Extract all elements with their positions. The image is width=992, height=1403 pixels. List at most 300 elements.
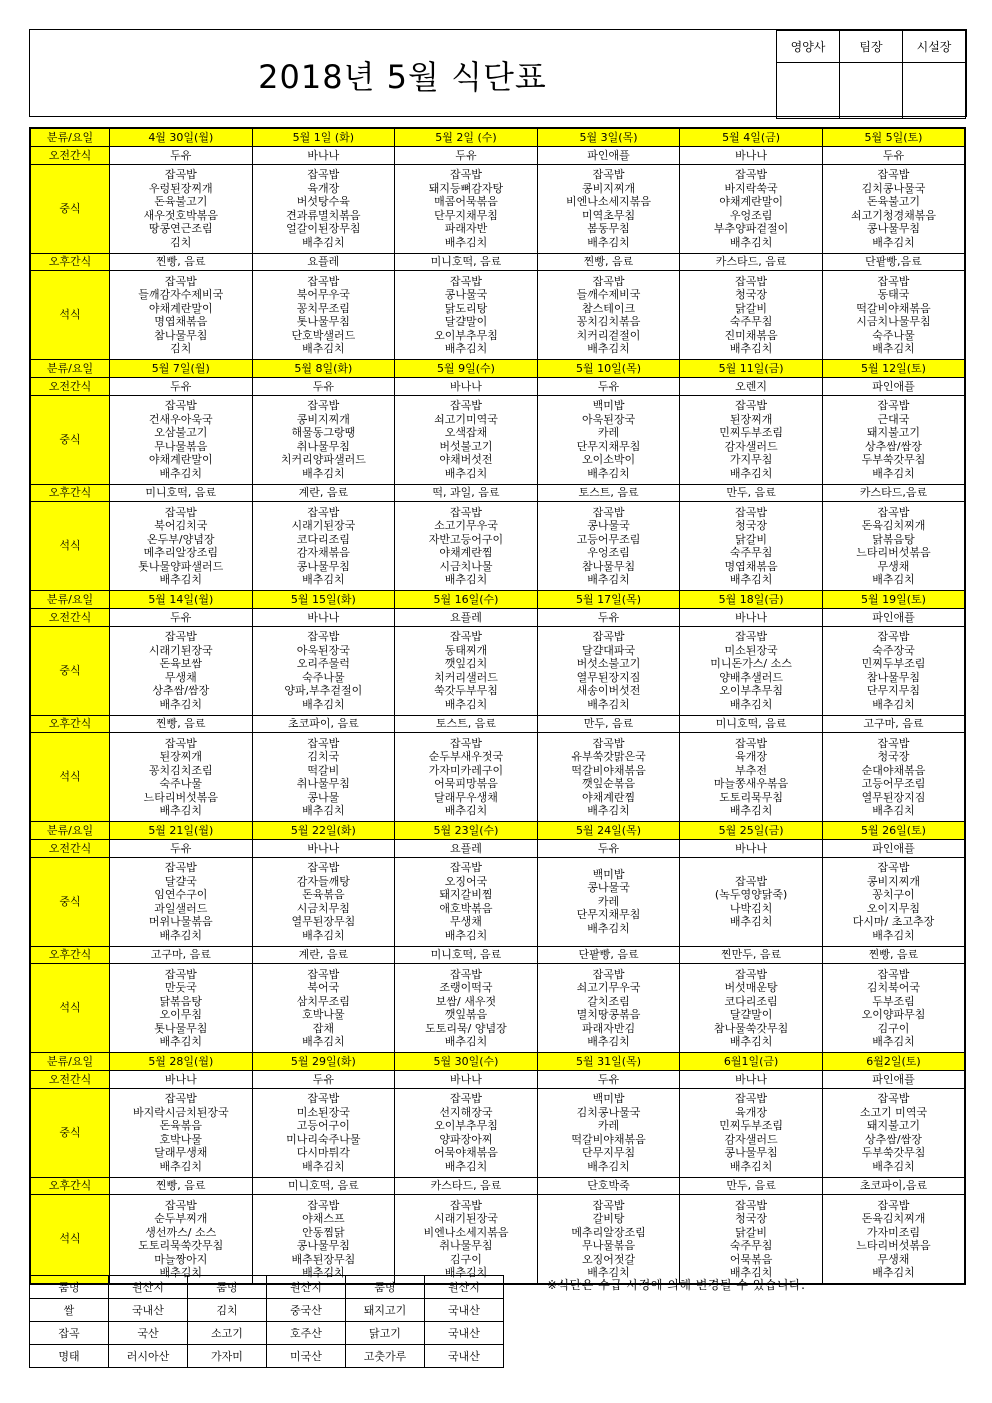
- menu-item: 시금치무침: [296, 901, 350, 915]
- menu-item: 오징어국: [444, 874, 488, 888]
- menu-item: 잡곡밥: [450, 399, 482, 412]
- pm-snack-cell: 찐빵, 음료: [110, 253, 253, 271]
- day-header: 5월 2일 (수): [395, 128, 538, 147]
- lunch-cell: [395, 626, 538, 715]
- menu-item: 숙주나물: [159, 777, 203, 790]
- menu-item: 잡곡밥: [164, 1198, 197, 1212]
- menu-item: 치커리양파샐러드: [280, 453, 366, 466]
- dinner-cell: [395, 733, 538, 822]
- menu-item: 잡곡밥: [735, 505, 768, 519]
- dinner-cell: [252, 502, 395, 591]
- menu-item: 동태국: [877, 288, 910, 301]
- menu-item: 배추김치: [302, 928, 345, 942]
- menu-item: 톳나물무침: [296, 315, 350, 328]
- menu-item: 배추김치: [587, 235, 630, 249]
- pm-snack-label: 오후간식: [30, 1177, 110, 1195]
- menu-item: 닭갈비: [735, 301, 768, 315]
- am-snack-label: 오전간식: [30, 378, 110, 396]
- dinner-row: [30, 271, 965, 360]
- menu-item: 청국장: [735, 519, 768, 532]
- menu-item: 떡갈비야채볶음: [571, 763, 646, 777]
- origin-item: 쌀: [30, 1299, 109, 1322]
- menu-item: 배추김치: [872, 342, 915, 355]
- menu-item: 애호박볶음: [439, 901, 493, 915]
- menu-item: 잡곡밥: [877, 399, 910, 412]
- day-header: 6월2일(토): [822, 1053, 965, 1071]
- pm-snack-cell: 카스타드, 음료: [680, 253, 823, 271]
- am-snack-cell: 두유: [822, 147, 965, 165]
- lunch-row: [30, 164, 965, 253]
- day-header: 5월 8일(화): [252, 360, 395, 378]
- day-header: 5월 5일(토): [822, 128, 965, 147]
- day-header: 5월 26일(토): [822, 822, 965, 840]
- menu-item: 배추김치: [729, 915, 773, 928]
- menu-item: 김치: [170, 342, 192, 355]
- menu-item: 돼지불고기: [866, 1119, 921, 1132]
- lunch-cell: [822, 395, 965, 484]
- menu-item: 잡곡밥: [450, 274, 482, 288]
- menu-item: 닭볶음탕: [159, 994, 203, 1008]
- menu-item: 마늘쫑새우볶음: [713, 777, 789, 790]
- menu-item: 선지해장국: [439, 1105, 493, 1119]
- dinner-cell: [680, 1195, 823, 1285]
- menu-item: 배추김치: [302, 342, 345, 355]
- menu-item: 오징어젓갈: [581, 1252, 636, 1266]
- menu-item: 치커리샐러드: [434, 670, 498, 684]
- menu-item: 김구이: [450, 1252, 482, 1266]
- menu-item: 배추김치: [159, 1159, 203, 1173]
- pm-snack-cell: 고구마, 음료: [822, 715, 965, 733]
- dinner-cell: [680, 964, 823, 1053]
- menu-item: 돈육김치찌개: [861, 519, 926, 532]
- menu-item: 잡곡밥: [877, 967, 910, 981]
- menu-item: 잡곡밥: [735, 1092, 768, 1105]
- menu-item: 배추김치: [587, 921, 630, 935]
- origin-country: 원산지: [109, 1276, 188, 1299]
- pm-snack-cell: 찐빵, 음료: [537, 253, 680, 271]
- am-snack-label: 오전간식: [30, 147, 110, 165]
- menu-item: 잡곡밥: [735, 736, 768, 750]
- am-snack-cell: 요플레: [395, 609, 538, 627]
- menu-item: 배추김치: [729, 1035, 773, 1048]
- menu-item: 배추김치: [587, 342, 630, 355]
- lunch-label: 중식: [30, 857, 110, 946]
- menu-item: 매콤어묵볶음: [434, 195, 498, 208]
- day-header: 5월 12일(토): [822, 360, 965, 378]
- origin-item: 소고기: [188, 1322, 267, 1345]
- dinner-cell: [252, 271, 395, 360]
- pm-snack-cell: 떡, 과일, 음료: [395, 484, 538, 502]
- day-header: 5월 24일(목): [537, 822, 680, 840]
- menu-item: 가자미조림: [866, 1225, 921, 1239]
- menu-item: 단무지무침: [581, 1146, 636, 1159]
- dinner-cell: [537, 964, 680, 1053]
- dinner-label: 석식: [30, 964, 110, 1053]
- origin-country: 국내산: [425, 1299, 504, 1322]
- day-header: 5월 28일(월): [110, 1053, 253, 1071]
- menu-item: 숙주무침: [729, 315, 773, 328]
- menu-item: 떡갈비야채볶음: [571, 1132, 646, 1146]
- approval-label-team-leader: 팀장: [840, 31, 903, 63]
- menu-item: 열무된장무침: [291, 915, 356, 928]
- menu-item: 육개장: [735, 1105, 768, 1119]
- menu-item: 해물동그랑땡: [291, 426, 356, 439]
- menu-item: 고등어구이: [296, 1119, 350, 1132]
- menu-item: 잡곡밥: [164, 861, 197, 874]
- approval-box: [776, 30, 966, 119]
- menu-item: 잡곡밥: [164, 505, 197, 519]
- category-day-label: 분류/요일: [30, 360, 110, 378]
- menu-item: 콩나물무침: [866, 222, 921, 235]
- menu-item: 잡곡밥: [592, 1198, 625, 1212]
- pm-snack-cell: 미니호떡, 음료: [395, 253, 538, 271]
- signature-slot-team-leader[interactable]: [840, 63, 903, 119]
- menu-item: 잡곡밥: [450, 1092, 482, 1105]
- menu-item: 오삼불고기: [154, 426, 208, 439]
- pm-snack-cell: 미니호떡, 음료: [252, 1177, 395, 1195]
- menu-item: 배추김치: [587, 1035, 630, 1048]
- menu-item: 자반고등어구이: [428, 532, 504, 546]
- am-snack-cell: 두유: [110, 378, 253, 396]
- dinner-cell: [680, 271, 823, 360]
- am-snack-row: [30, 1071, 965, 1089]
- menu-item: 다시마/ 초고추장: [852, 915, 935, 928]
- menu-item: 백미밥: [592, 399, 625, 412]
- pm-snack-cell: 초코파이, 음료: [252, 715, 395, 733]
- menu-item: 우엉조림: [729, 208, 773, 222]
- menu-item: 미나리숙주나물: [286, 1132, 361, 1146]
- dinner-cell: [537, 271, 680, 360]
- menu-item: 민찌두부조림: [719, 426, 783, 439]
- menu-item: 잡곡밥: [450, 736, 482, 750]
- pm-snack-cell: 찐빵, 음료: [110, 715, 253, 733]
- menu-item: 바지락쑥국: [724, 181, 778, 195]
- menu-item: 도토리묵/ 양념장: [425, 1021, 507, 1035]
- menu-item: 열무된장지짐: [576, 670, 641, 684]
- menu-item: 버섯탕수육: [296, 195, 350, 208]
- origin-item: 명태: [30, 1345, 109, 1368]
- menu-item: 만둣국: [164, 981, 197, 994]
- pm-snack-label: 오후간식: [30, 484, 110, 502]
- menu-item: 무나물볶음: [581, 1239, 636, 1252]
- am-snack-cell: 오렌지: [680, 378, 823, 396]
- origin-row: [30, 1322, 504, 1345]
- signature-slot-director[interactable]: [903, 63, 966, 119]
- menu-item: 오색잡채: [444, 426, 488, 439]
- menu-item: 머위나물볶음: [148, 915, 213, 928]
- lunch-cell: [537, 395, 680, 484]
- pm-snack-cell: 단팥빵, 음료: [537, 946, 680, 964]
- lunch-cell: [680, 1088, 823, 1177]
- menu-item: 잡곡밥: [877, 630, 910, 643]
- menu-item: 쑥갓두부무침: [434, 684, 498, 697]
- menu-item: 과일샐러드: [154, 901, 208, 915]
- menu-item: 바지락시금치된장국: [132, 1105, 229, 1119]
- dinner-cell: [110, 271, 253, 360]
- am-snack-label: 오전간식: [30, 609, 110, 627]
- menu-item: 배추김치: [872, 1159, 915, 1173]
- menu-item: 배추김치: [444, 697, 488, 711]
- menu-item: 카레: [597, 894, 620, 908]
- day-header: 5월 22일(화): [252, 822, 395, 840]
- menu-item: 육개장: [735, 750, 768, 763]
- menu-item: 새송이버섯전: [576, 684, 641, 697]
- am-snack-row: [30, 147, 965, 165]
- menu-item: 갈비탕: [592, 1212, 625, 1225]
- lunch-cell: [537, 626, 680, 715]
- category-day-label: 분류/요일: [30, 128, 110, 147]
- origin-header-row: [30, 1276, 504, 1299]
- origin-item: 품명: [188, 1276, 267, 1299]
- dinner-label: 석식: [30, 502, 110, 591]
- menu-item: 야채계란말이: [719, 195, 783, 208]
- category-day-label: 분류/요일: [30, 822, 110, 840]
- menu-item: 얼갈이된장무침: [286, 222, 361, 235]
- signature-slot-nutritionist[interactable]: [777, 63, 840, 119]
- menu-item: 쇠고기미역국: [434, 412, 498, 426]
- menu-item: 땅콩연근조림: [148, 222, 213, 235]
- day-header: 5월 21일(월): [110, 822, 253, 840]
- menu-item: 숙주무침: [729, 546, 773, 559]
- menu-item: 어묵야채볶음: [434, 1146, 498, 1159]
- menu-item: 소고기 미역국: [859, 1105, 928, 1119]
- pm-snack-cell: 단호박죽: [537, 1177, 680, 1195]
- menu-item: 미소된장국: [296, 1105, 350, 1119]
- dinner-row: [30, 502, 965, 591]
- am-snack-cell: 바나나: [110, 1071, 253, 1089]
- am-snack-cell: 바나나: [395, 378, 538, 396]
- am-snack-cell: 파인애플: [822, 609, 965, 627]
- day-header: 5월 7일(월): [110, 360, 253, 378]
- lunch-cell: [822, 164, 965, 253]
- menu-item: 들깨감자수제비국: [138, 288, 224, 301]
- menu-item: 배추된장무침: [291, 1252, 356, 1266]
- pm-snack-cell: 요플레: [252, 253, 395, 271]
- am-snack-cell: 두유: [537, 1071, 680, 1089]
- menu-item: 배추김치: [302, 466, 345, 480]
- menu-item: 취나물무침: [439, 1239, 493, 1252]
- menu-item: 떡갈비: [307, 763, 340, 777]
- dinner-cell: [822, 271, 965, 360]
- pm-snack-cell: 만두, 음료: [537, 715, 680, 733]
- menu-item: 배추김치: [159, 573, 203, 586]
- menu-item: 청국장: [735, 1212, 768, 1225]
- menu-item: 오리주물럭: [296, 657, 350, 670]
- category-day-label: 분류/요일: [30, 591, 110, 609]
- menu-item: 호박나물: [159, 1132, 203, 1146]
- day-header: 5월 29일(화): [252, 1053, 395, 1071]
- dinner-cell: [822, 502, 965, 591]
- menu-item: 잡곡밥: [735, 630, 768, 643]
- menu-item: 상추쌈/쌈장: [865, 439, 922, 453]
- menu-item: 잡곡밥: [307, 967, 340, 981]
- am-snack-cell: 바나나: [680, 147, 823, 165]
- menu-item: 잡곡밥: [592, 967, 625, 981]
- day-header: 5월 9일(수): [395, 360, 538, 378]
- am-snack-cell: 바나나: [680, 609, 823, 627]
- menu-item: 배추김치: [159, 1035, 203, 1048]
- menu-item: 북어김치국: [154, 519, 208, 532]
- lunch-cell: [395, 164, 538, 253]
- menu-item: 감자채볶음: [296, 546, 350, 559]
- menu-item: 달걀말이: [729, 1008, 773, 1021]
- menu-item: 김치국: [307, 750, 340, 763]
- menu-item: 배추김치: [444, 466, 488, 480]
- menu-item: 부추전: [735, 763, 768, 777]
- lunch-cell: [822, 1088, 965, 1177]
- menu-item: 삼치무조림: [296, 994, 350, 1008]
- menu-item: 감자샐러드: [724, 1132, 778, 1146]
- menu-item: 잡곡밥: [592, 736, 625, 750]
- pm-snack-row: [30, 715, 965, 733]
- menu-item: 콩나물: [307, 790, 340, 804]
- menu-item: 청국장: [877, 750, 910, 763]
- menu-item: 잡곡밥: [307, 630, 340, 643]
- day-header: 5월 14일(월): [110, 591, 253, 609]
- menu-item: 다시마튀각: [296, 1146, 350, 1159]
- menu-item: 배추김치: [159, 466, 203, 480]
- am-snack-cell: 두유: [537, 609, 680, 627]
- dinner-cell: [537, 1195, 680, 1285]
- menu-item: 김치콩나물국: [576, 1105, 641, 1119]
- menu-item: 배추김치: [729, 573, 773, 586]
- menu-item: 잡곡밥: [307, 399, 340, 412]
- menu-item: 유부쑥갓맑은국: [571, 750, 646, 763]
- menu-item: 오이지무침: [866, 901, 921, 915]
- day-header: 5월 16일(수): [395, 591, 538, 609]
- menu-item: 김구이: [877, 1021, 910, 1035]
- menu-item: 미니돈가스/ 소스: [710, 657, 792, 670]
- origin-item: 닭고기: [346, 1322, 425, 1345]
- menu-item: 닭갈비: [735, 532, 768, 546]
- menu-item: 무생채: [877, 559, 910, 573]
- menu-item: 민찌두부조림: [861, 657, 926, 670]
- menu-item: 달걀말이: [444, 315, 488, 328]
- menu-item: 콩나물국: [587, 881, 630, 895]
- menu-item: 버섯매운탕: [724, 981, 778, 994]
- lunch-cell: [680, 857, 823, 946]
- day-header: 5월 25일(금): [680, 822, 823, 840]
- menu-item: 배추김치: [587, 804, 630, 817]
- am-snack-cell: 바나나: [395, 1071, 538, 1089]
- menu-item: 잡곡밥: [307, 736, 340, 750]
- menu-item: 소고기무우국: [434, 519, 498, 532]
- menu-item: 근대국: [877, 412, 910, 426]
- day-header: 5월 31일(목): [537, 1053, 680, 1071]
- menu-item: 잡곡밥: [592, 630, 625, 643]
- menu-item: 잡곡밥: [164, 274, 197, 288]
- lunch-cell: [252, 164, 395, 253]
- pm-snack-row: [30, 484, 965, 502]
- menu-item: 오이양파무침: [861, 1008, 926, 1021]
- week-header-row: [30, 591, 965, 609]
- lunch-cell: [395, 857, 538, 946]
- menu-item: 청국장: [735, 288, 768, 301]
- menu-item: 파래자반: [444, 222, 488, 235]
- menu-item: 깻잎볶음: [444, 1008, 488, 1021]
- menu-item: 아욱된장국: [581, 412, 636, 426]
- menu-item: 잡곡밥: [735, 168, 768, 181]
- menu-item: 숙주무침: [729, 1239, 773, 1252]
- menu-item: 육개장: [307, 181, 340, 195]
- lunch-cell: [252, 626, 395, 715]
- menu-item: 들깨수제비국: [576, 288, 641, 301]
- menu-item: 콩나물무침: [724, 1146, 778, 1159]
- pm-snack-cell: 고구마, 음료: [110, 946, 253, 964]
- menu-item: 시래기된장국: [291, 519, 356, 532]
- day-header: 5월 3일(목): [537, 128, 680, 147]
- lunch-cell: [110, 164, 253, 253]
- menu-item: 백미밥: [592, 867, 625, 881]
- menu-item: 배추김치: [444, 928, 488, 942]
- am-snack-label: 오전간식: [30, 1071, 110, 1089]
- lunch-label: 중식: [30, 395, 110, 484]
- pm-snack-cell: 토스트, 음료: [395, 715, 538, 733]
- origin-country: 국내산: [109, 1299, 188, 1322]
- menu-item: 무생채: [450, 915, 482, 928]
- dinner-cell: [395, 964, 538, 1053]
- lunch-row: [30, 395, 965, 484]
- pm-snack-cell: 카스타드,음료: [822, 484, 965, 502]
- menu-item: 배추김치: [444, 1159, 488, 1173]
- lunch-cell: [680, 395, 823, 484]
- menu-item: 잡채: [312, 1021, 334, 1035]
- menu-item: 콩비지찌개: [866, 874, 921, 888]
- day-header: 5월 18일(금): [680, 591, 823, 609]
- origin-country: 미국산: [267, 1345, 346, 1368]
- menu-item: 느타리버섯볶음: [856, 546, 931, 559]
- dinner-cell: [252, 964, 395, 1053]
- dinner-cell: [110, 733, 253, 822]
- pm-snack-cell: 카스타드, 음료: [395, 1177, 538, 1195]
- origin-country: 국내산: [425, 1322, 504, 1345]
- lunch-cell: [822, 626, 965, 715]
- menu-item: 나박김치: [729, 901, 773, 915]
- menu-item: 미소된장국: [724, 643, 778, 657]
- menu-item: 잡곡밥: [877, 1198, 910, 1212]
- menu-item: 야채계란찜: [581, 790, 636, 804]
- menu-item: 두부조림: [872, 994, 915, 1008]
- menu-item: 돈육보쌈: [159, 657, 203, 670]
- origin-country: 원산지: [425, 1276, 504, 1299]
- menu-item: 두부쑥갓무침: [861, 453, 926, 466]
- am-snack-cell: 바나나: [252, 609, 395, 627]
- menu-item: 배추김치: [729, 804, 773, 817]
- menu-item: 잡곡밥: [450, 168, 482, 181]
- menu-item: 비엔나소세지볶음: [566, 195, 652, 208]
- menu-item: 무생채: [877, 1252, 910, 1266]
- menu-item: 배추김치: [587, 466, 630, 480]
- menu-item: 부추양파겉절이: [713, 222, 789, 235]
- menu-item: 양배추샐러드: [719, 670, 783, 684]
- menu-item: 고등어무조림: [861, 777, 926, 790]
- menu-item: 잡곡밥: [735, 967, 768, 981]
- menu-item: 잡곡밥: [877, 736, 910, 750]
- pm-snack-label: 오후간식: [30, 253, 110, 271]
- origin-country: 러시아산: [109, 1345, 188, 1368]
- menu-item: 배추김치: [729, 1159, 773, 1173]
- menu-item: 콩나물국: [587, 519, 630, 532]
- menu-item: 쇠고기무우국: [576, 981, 641, 994]
- menu-item: 어묵피망볶음: [434, 777, 498, 790]
- menu-item: 배추김치: [872, 1266, 915, 1279]
- menu-item: 감자샐러드: [724, 439, 778, 453]
- menu-item: 카레: [597, 426, 620, 439]
- lunch-cell: [252, 1088, 395, 1177]
- origin-item: 품명: [30, 1276, 109, 1299]
- menu-item: 떡갈비야채볶음: [856, 301, 931, 315]
- menu-item: 동태찌개: [444, 643, 488, 657]
